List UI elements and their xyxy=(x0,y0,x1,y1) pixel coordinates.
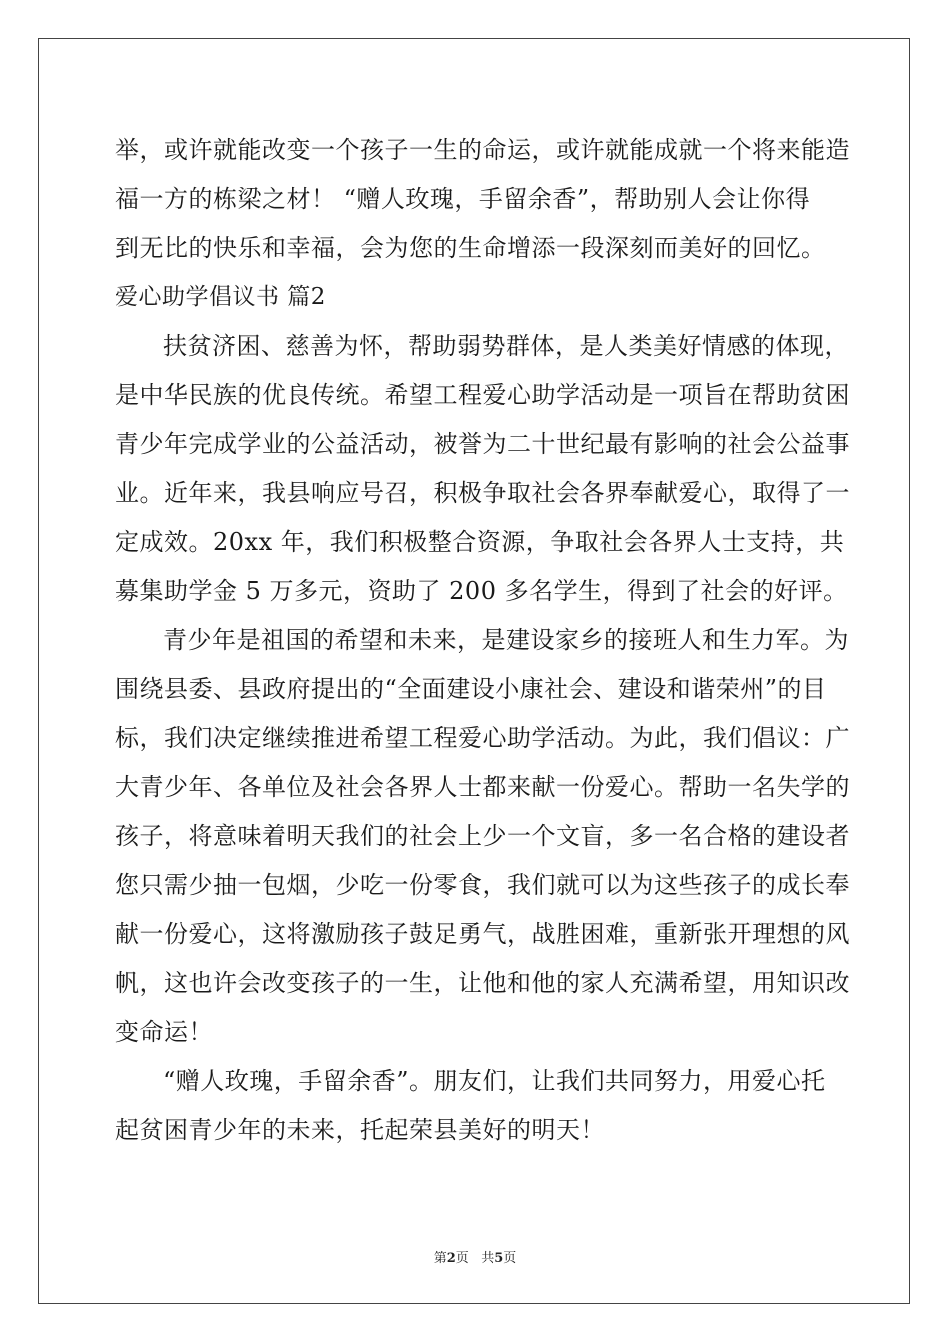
text-line: 募集助学金 5 万多元，资助了 200 多名学生，得到了社会的好评。 xyxy=(115,577,848,605)
current-page-number: 2 xyxy=(446,1251,456,1266)
text-line: 起贫困青少年的未来，托起荣县美好的明天！ xyxy=(115,1116,605,1144)
text-line: 标，我们决定继续推进希望工程爱心助学活动。为此，我们倡议：广 xyxy=(115,724,850,752)
text-line: 定成效。20xx 年，我们积极整合资源，争取社会各界人士支持，共 xyxy=(115,528,845,556)
text-line: 孩子，将意味着明天我们的社会上少一个文盲，多一名合格的建设者 xyxy=(115,822,850,850)
document-body xyxy=(115,126,850,1155)
paragraph-closing-previous xyxy=(115,126,850,273)
text-line: 到无比的快乐和幸福，会为您的生命增添一段深刻而美好的回忆。 xyxy=(115,234,826,262)
paragraph-proposal xyxy=(115,616,850,1057)
paragraph-intro xyxy=(115,322,850,616)
text-line: 业。近年来，我县响应号召，积极争取社会各界奉献爱心，取得了一 xyxy=(115,479,850,507)
total-suffix: 页 xyxy=(503,1251,517,1266)
section-heading: 爱心助学倡议书 篇2 xyxy=(115,284,326,310)
text-line: 您只需少抽一包烟，少吃一份零食，我们就可以为这些孩子的成长奉 xyxy=(115,871,850,899)
text-line: 围绕县委、县政府提出的“全面建设小康社会、建设和谐荣州”的目 xyxy=(115,675,827,703)
total-pages-number: 5 xyxy=(494,1251,504,1266)
page-prefix: 第 xyxy=(433,1251,447,1266)
text-line: 青少年是祖国的希望和未来，是建设家乡的接班人和生力军。为 xyxy=(163,626,849,654)
text-line: “赠人玫瑰，手留余香”。朋友们，让我们共同努力，用爱心托 xyxy=(163,1067,826,1095)
text-line: 是中华民族的优良传统。希望工程爱心助学活动是一项旨在帮助贫困 xyxy=(115,381,850,409)
text-line: 举，或许就能改变一个孩子一生的命运，或许就能成就一个将来能造 xyxy=(115,136,850,164)
text-line: 扶贫济困、慈善为怀，帮助弱势群体，是人类美好情感的体现， xyxy=(163,332,849,360)
page-footer xyxy=(0,1247,950,1266)
text-line: 帆，这也许会改变孩子的一生，让他和他的家人充满希望，用知识改 xyxy=(115,969,850,997)
total-prefix: 共 xyxy=(481,1251,495,1266)
text-line: 变命运！ xyxy=(115,1018,213,1046)
text-line: 大青少年、各单位及社会各界人士都来献一份爱心。帮助一名失学的 xyxy=(115,773,850,801)
text-line: 青少年完成学业的公益活动，被誉为二十世纪最有影响的社会公益事 xyxy=(115,430,850,458)
page-suffix: 页 xyxy=(455,1251,469,1266)
paragraph-closing xyxy=(115,1057,835,1155)
text-line: 献一份爱心，这将激励孩子鼓足勇气，战胜困难，重新张开理想的风 xyxy=(115,920,850,948)
text-line: 福一方的栋梁之材！ “赠人玫瑰，手留余香”，帮助别人会让你得 xyxy=(115,185,811,213)
